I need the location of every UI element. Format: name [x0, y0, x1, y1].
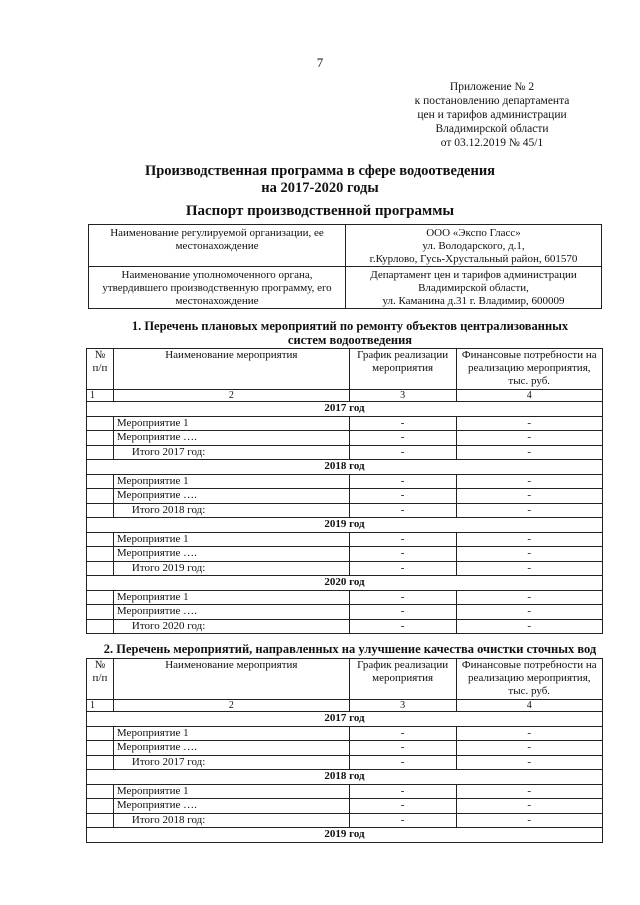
cell-total: Итого 2017 год:	[113, 755, 349, 770]
cell-finance: -	[456, 561, 603, 576]
year-row	[87, 402, 603, 417]
cell-total: Итого 2019 год:	[113, 561, 349, 576]
col-header-no: № п/п	[87, 349, 114, 390]
cell-schedule: -	[349, 503, 456, 518]
cell-schedule: -	[349, 813, 456, 828]
total-row	[87, 619, 603, 634]
cell-finance: -	[456, 590, 603, 605]
cell-finance: -	[456, 532, 603, 547]
col-index: 3	[349, 700, 456, 712]
passport-label: Наименование уполномоченного органа, утвердившего производственную программу, его местонахождение	[89, 267, 346, 309]
cell-schedule: -	[349, 784, 456, 799]
col-header-name: Наименование мероприятия	[113, 349, 349, 390]
passport-value-line: Департамент цен и тарифов администрации	[370, 269, 577, 281]
passport-value-line: ул. Володарского, д.1,	[422, 240, 525, 252]
appendix-line: цен и тарифов администрации	[417, 109, 567, 121]
col-index: 2	[113, 390, 349, 402]
year-label: 2017 год	[87, 712, 603, 727]
col-index: 1	[87, 700, 114, 712]
passport-title: Паспорт производственной программы	[185, 203, 455, 219]
col-header-schedule: График реализации мероприятия	[349, 349, 456, 390]
cell-no	[87, 532, 114, 547]
cell-no	[87, 474, 114, 489]
cell-no	[87, 561, 114, 576]
cell-schedule: -	[349, 489, 456, 504]
cell-finance: -	[456, 755, 603, 770]
passport-value-line: ул. Каманина д.31 г. Владимир, 600009	[382, 295, 565, 307]
table-row	[87, 489, 603, 504]
table-header-row	[87, 349, 603, 390]
total-row	[87, 445, 603, 460]
cell-event: Мероприятие ….	[113, 431, 349, 446]
passport-value-line: ООО «Экспо Гласс»	[426, 227, 521, 239]
passport-label: Наименование регулируемой организации, ее местонахождение	[89, 225, 346, 267]
table-row	[87, 590, 603, 605]
cell-no	[87, 431, 114, 446]
cell-schedule: -	[349, 590, 456, 605]
cell-schedule: -	[349, 799, 456, 814]
year-row	[87, 518, 603, 533]
cell-total: Итого 2018 год:	[113, 503, 349, 518]
cell-schedule: -	[349, 445, 456, 460]
year-label: 2017 год	[87, 402, 603, 417]
table-row	[87, 416, 603, 431]
cell-event: Мероприятие ….	[113, 741, 349, 756]
table-header-row	[87, 659, 603, 700]
col-header-finance: Финансовые потребности на реализацию мероприятия, тыс. руб.	[456, 659, 603, 700]
cell-no	[87, 619, 114, 634]
table-row	[87, 726, 603, 741]
year-row	[87, 770, 603, 785]
appendix-line: от 03.12.2019 № 45/1	[440, 137, 544, 149]
cell-event: Мероприятие 1	[113, 590, 349, 605]
cell-event: Мероприятие 1	[113, 532, 349, 547]
appendix-line: Владимирской области	[435, 123, 549, 135]
cell-event: Мероприятие ….	[113, 547, 349, 562]
cell-event: Мероприятие 1	[113, 416, 349, 431]
year-label: 2018 год	[87, 460, 603, 475]
cell-schedule: -	[349, 726, 456, 741]
section1-table	[86, 348, 603, 634]
cell-total: Итого 2020 год:	[113, 619, 349, 634]
year-label: 2019 год	[87, 828, 603, 843]
cell-event: Мероприятие 1	[113, 474, 349, 489]
cell-finance: -	[456, 799, 603, 814]
title-line: Производственная программа в сфере водоотведения	[144, 163, 496, 179]
cell-event: Мероприятие 1	[113, 784, 349, 799]
cell-schedule: -	[349, 561, 456, 576]
col-header-name: Наименование мероприятия	[113, 659, 349, 700]
year-label: 2019 год	[87, 518, 603, 533]
cell-no	[87, 503, 114, 518]
table-row	[87, 741, 603, 756]
cell-total: Итого 2018 год:	[113, 813, 349, 828]
cell-finance: -	[456, 489, 603, 504]
col-header-no: № п/п	[87, 659, 114, 700]
cell-schedule: -	[349, 416, 456, 431]
passport-value	[346, 225, 602, 267]
cell-no	[87, 605, 114, 620]
cell-no	[87, 813, 114, 828]
cell-finance: -	[456, 784, 603, 799]
passport-row	[89, 225, 602, 267]
total-row	[87, 503, 603, 518]
cell-no	[87, 799, 114, 814]
cell-finance: -	[456, 726, 603, 741]
cell-finance: -	[456, 431, 603, 446]
cell-no	[87, 416, 114, 431]
section2-table	[86, 658, 603, 843]
passport-table	[88, 224, 602, 309]
cell-schedule: -	[349, 547, 456, 562]
cell-schedule: -	[349, 741, 456, 756]
cell-schedule: -	[349, 619, 456, 634]
cell-no	[87, 755, 114, 770]
section1-title	[70, 319, 630, 347]
col-index: 2	[113, 700, 349, 712]
cell-event: Мероприятие ….	[113, 799, 349, 814]
passport-value-line: Владимирской области,	[418, 282, 529, 294]
total-row	[87, 561, 603, 576]
table-row	[87, 547, 603, 562]
passport-value	[346, 267, 602, 309]
cell-schedule: -	[349, 474, 456, 489]
page-number: 7	[316, 55, 324, 70]
table-row	[87, 474, 603, 489]
section-title-line: 1. Перечень плановых мероприятий по ремонту объектов централизованных	[131, 319, 569, 333]
cell-total: Итого 2017 год:	[113, 445, 349, 460]
cell-finance: -	[456, 813, 603, 828]
cell-finance: -	[456, 741, 603, 756]
cell-event: Мероприятие ….	[113, 489, 349, 504]
total-row	[87, 755, 603, 770]
cell-no	[87, 726, 114, 741]
section-title-line: систем водоотведения	[287, 333, 413, 347]
cell-schedule: -	[349, 755, 456, 770]
table-row	[87, 605, 603, 620]
cell-no	[87, 784, 114, 799]
cell-no	[87, 590, 114, 605]
cell-finance: -	[456, 503, 603, 518]
document-title	[0, 163, 640, 197]
col-index: 1	[87, 390, 114, 402]
year-label: 2020 год	[87, 576, 603, 591]
table-row	[87, 532, 603, 547]
passport-row	[89, 267, 602, 309]
col-index: 3	[349, 390, 456, 402]
cell-finance: -	[456, 445, 603, 460]
cell-no	[87, 547, 114, 562]
col-header-schedule: График реализации мероприятия	[349, 659, 456, 700]
cell-event: Мероприятие ….	[113, 605, 349, 620]
table-index-row	[87, 390, 603, 402]
cell-finance: -	[456, 416, 603, 431]
title-line: на 2017-2020 годы	[261, 180, 379, 196]
cell-finance: -	[456, 474, 603, 489]
passport-value-line: г.Курлово, Гусь-Хрустальный район, 601570	[369, 253, 578, 265]
table-row	[87, 784, 603, 799]
cell-schedule: -	[349, 431, 456, 446]
cell-no	[87, 445, 114, 460]
year-row	[87, 460, 603, 475]
appendix-line: к постановлению департамента	[414, 95, 570, 107]
total-row	[87, 813, 603, 828]
cell-finance: -	[456, 619, 603, 634]
col-header-finance: Финансовые потребности на реализацию мероприятия, тыс. руб.	[456, 349, 603, 390]
section2-title: 2. Перечень мероприятий, направленных на улучшение качества очистки сточных вод	[103, 642, 597, 656]
col-index: 4	[456, 390, 603, 402]
year-row	[87, 712, 603, 727]
cell-schedule: -	[349, 532, 456, 547]
cell-finance: -	[456, 547, 603, 562]
year-row	[87, 576, 603, 591]
cell-finance: -	[456, 605, 603, 620]
year-label: 2018 год	[87, 770, 603, 785]
appendix-block	[382, 80, 602, 150]
table-index-row	[87, 700, 603, 712]
col-index: 4	[456, 700, 603, 712]
appendix-line: Приложение № 2	[449, 81, 535, 93]
cell-no	[87, 489, 114, 504]
year-row	[87, 828, 603, 843]
cell-schedule: -	[349, 605, 456, 620]
table-row	[87, 431, 603, 446]
cell-event: Мероприятие 1	[113, 726, 349, 741]
cell-no	[87, 741, 114, 756]
table-row	[87, 799, 603, 814]
